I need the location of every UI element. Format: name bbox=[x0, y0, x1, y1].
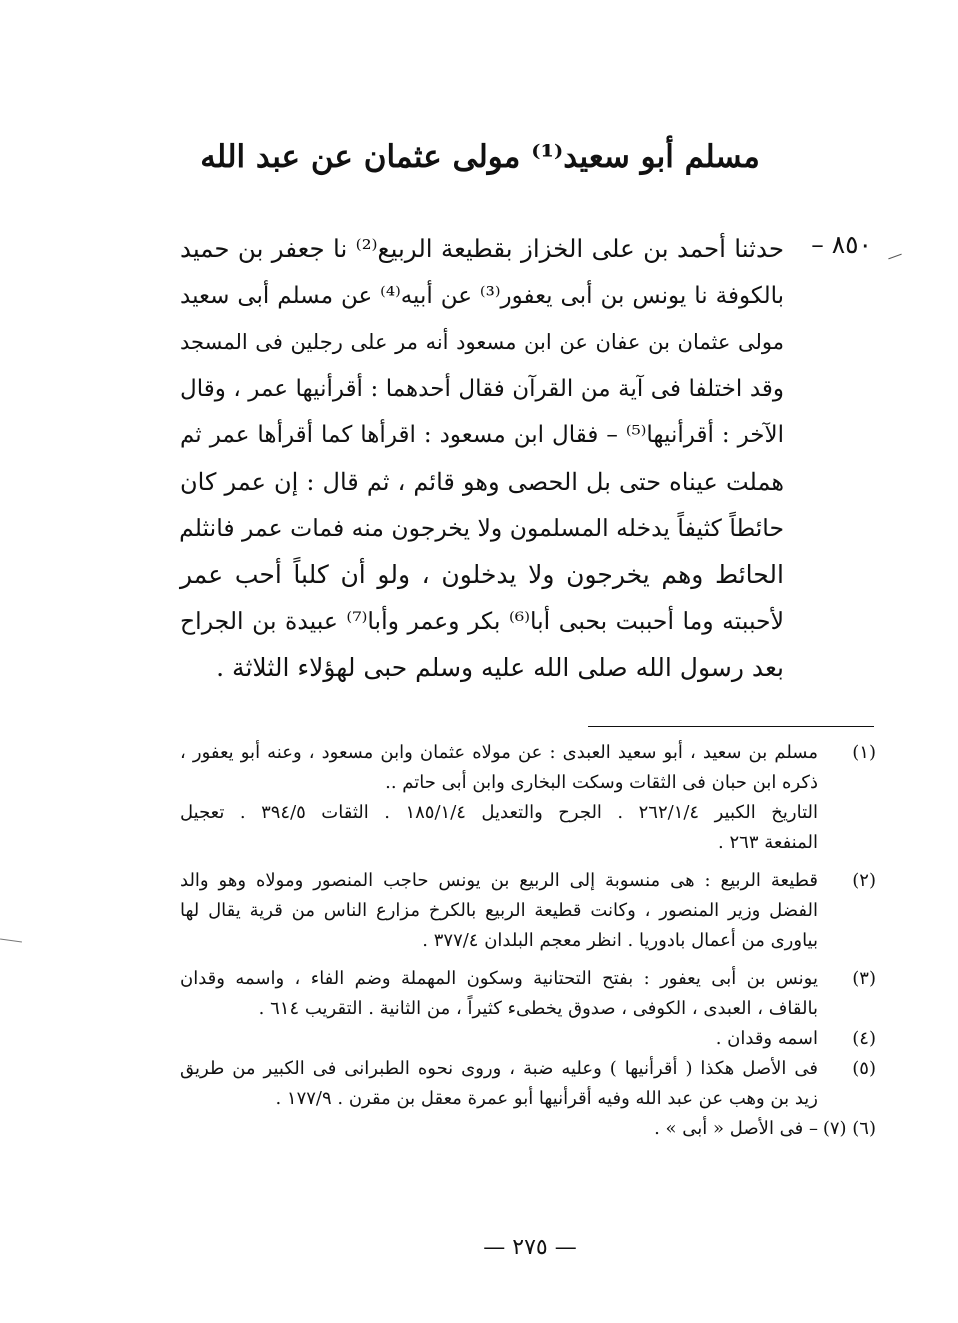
footnote-line: الفضل وزير المنصور ، وكانت قطيعة الربيع بالكرخ مزارع الناس من قرية يقال لها bbox=[180, 900, 818, 921]
footnote-number: (٢) bbox=[852, 870, 876, 891]
footnote-line: اسمه وقدان . bbox=[715, 1028, 818, 1049]
footnote-number: (١) bbox=[852, 742, 876, 763]
footnote bbox=[180, 738, 876, 858]
footnote-line: يونس بن أبى يعفور : بفتح التحتانية وسكون المهملة وضم الفاء ، واسمه وقدان bbox=[180, 968, 818, 989]
footnote-line: المنفعة ٢٦٣ . bbox=[718, 832, 818, 853]
footnote-number: (٣) bbox=[852, 968, 876, 989]
text-line: بعد رسول الله صلى الله عليه وسلم حبى لهؤلاء الثلاثة . bbox=[216, 652, 784, 682]
text-line: حدثنا أحمد بن على الخزاز بقطيعة الربيع⁽²⁾ نا جعفر بن حميد bbox=[180, 234, 784, 263]
stray-mark bbox=[0, 938, 22, 942]
footnote-line: بياورى من أعمال بادوريا . انظر معجم البلدان ٣٧٧/٤ . bbox=[422, 930, 818, 951]
footnote bbox=[180, 1114, 876, 1144]
hadith-number: ٨٥٠ – bbox=[811, 230, 872, 259]
text-line: الحائط وهم يخرجون ولا يدخلون ، ولو أن كلباً أحب عمر bbox=[180, 559, 784, 589]
footnote-line: فى الأصل هكذا ( أقرأنيها ) وعليه ضبة ، وروى نحوه الطبرانى فى الكبير من طريق bbox=[180, 1058, 818, 1079]
text-line: حائطاً كثيفاً يدخله المسلمون ولا يخرجون منه فمات عمر فانثلم bbox=[179, 514, 784, 542]
footnote-line: زيد بن وهب عن عبد الله وفيه أقرأنيها أبو عمرة معقل بن مقرن . ١٧٧/٩ . bbox=[275, 1088, 818, 1109]
footnote bbox=[180, 964, 876, 1024]
footnote-line: – فى الأصل « أبى » . bbox=[654, 1118, 818, 1139]
footnote-line: التاريخ الكبير ٢٦٢/١/٤ . الجرح والتعديل ١٨٥/١/٤ . الثقات ٣٩٤/٥ . تعجيل bbox=[180, 802, 819, 823]
footnote-number: (٥) bbox=[852, 1058, 876, 1079]
footnote-line: مسلم بن سعيد ، أبو سعيد العبدى : عن مولاه عثمان وابن مسعود ، وعنه أبو يعفور ، bbox=[180, 742, 818, 763]
footnote-number: (٤) bbox=[852, 1028, 876, 1049]
footnote-line: بالقاف ، العبدى ، الكوفى ، صدوق يخطىء كثيراً ، من الثانية . التقريب ٦١٤ . bbox=[258, 998, 818, 1019]
text-line: بالكوفة نا يونس بن أبى يعفور⁽³⁾ عن أبيه⁽⁴⁾ عن مسلم أبى سعيد bbox=[180, 282, 784, 309]
stray-mark bbox=[888, 254, 901, 260]
text-line: هملت عيناه حتى بل الحصى وهو قائم ، ثم قال : إن عمر كان bbox=[180, 467, 784, 496]
footnote bbox=[180, 866, 876, 956]
footnote-line: ذكره ابن حبان فى الثقات وسكت البخارى وابن أبى حاتم .. bbox=[385, 772, 818, 793]
text-line: وقد اختلفا فى آية من القرآن فقال أحدهما : أقرأنيها عمر ، وقال bbox=[180, 375, 784, 402]
text-line: مولى عثمان بن عفان عن ابن مسعود أنه مر على رجلين فى المسجد bbox=[180, 330, 784, 354]
hadith-text bbox=[180, 226, 784, 691]
text-line: لأحببته وما أحببت بحبى أبا⁽⁶⁾ بكر وعمر وأبا⁽⁷⁾ عبيدة بن الجراح bbox=[180, 607, 784, 635]
footnote-separator bbox=[588, 726, 874, 727]
text-line: الآخر : أقرأنيها⁽⁵⁾ – فقال ابن مسعود : اقرأها كما أقرأها عمر ثم bbox=[180, 422, 785, 448]
footnote bbox=[180, 1054, 876, 1114]
footnotes bbox=[180, 738, 876, 1144]
footnote-number: (٦) (٧) bbox=[822, 1118, 876, 1139]
chapter-title: مسلم أبو سعيد⁽¹⁾ مولى عثمان عن عبد الله bbox=[200, 139, 760, 175]
footnote bbox=[180, 1024, 876, 1054]
page-number: — ٢٧٥ — bbox=[483, 1235, 577, 1260]
footnote-line: قطيعة الربيع : هى منسوبة إلى الربيع بن يونس حاجب المنصور ومولاه وهو والد bbox=[180, 870, 818, 891]
